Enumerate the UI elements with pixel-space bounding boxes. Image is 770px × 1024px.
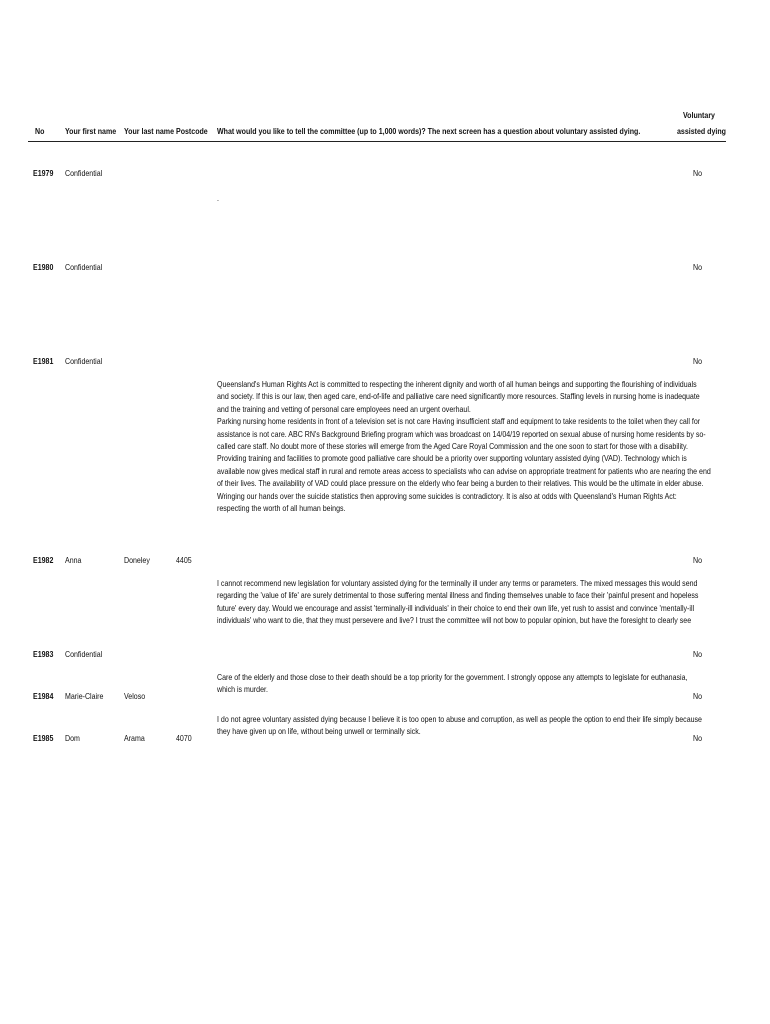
header-divider bbox=[28, 141, 726, 142]
comment-line: assistance is not care. ABC RN's Background Briefing program which was broadcast on 14/04/19 reported on sexual abuse of nursing home residents by so- bbox=[217, 428, 706, 439]
vad-answer-cell: No bbox=[693, 262, 703, 272]
comment-line: Parking nursing home residents in front of a television set is not care Having insufficient staff and equipment to take residents to the toilet when they call for bbox=[217, 416, 701, 427]
comment-line: called care staff. No doubt more of these stories will emerge from the Aged Care Royal Commission and the one soon to start for those with a disability. bbox=[217, 441, 688, 452]
first-name-cell: Anna bbox=[65, 555, 82, 565]
header-no: No bbox=[35, 126, 45, 136]
comment-line: respecting the worth of all human beings. bbox=[217, 503, 346, 514]
comment-line: regarding the 'value of life' are surely detrimental to those suffering mental illness and finding themselves unable to face their 'painful present and hopeless bbox=[217, 590, 699, 601]
comment-line: Care of the elderly and those close to their death should be a top priority for the government. I strongly oppose any attempts to legislate for euthanasia, bbox=[217, 672, 688, 682]
header-last-name: Your last name bbox=[124, 126, 175, 136]
comment-line: I cannot recommend new legislation for voluntary assisted dying for the terminally ill under any terms or parameters. The mixed messages this would send bbox=[217, 578, 698, 588]
comment-line: and the training and vetting of personal care employees need an urgent overhaul. bbox=[217, 403, 471, 414]
comment-line: and society. If this is our law, then aged care, end-of-life and palliative care need significantly more resources. Staffing levels in nursing home is inadequate bbox=[217, 391, 700, 402]
first-name-cell: Confidential bbox=[65, 262, 103, 272]
row-number: E1981 bbox=[33, 356, 54, 366]
first-name-cell: Dom bbox=[65, 733, 80, 743]
comment-line: Wringing our hands over the suicide statistics then approving some suicides is contradictory. It is also at odds with Queensland's Human Rights Act: bbox=[217, 490, 677, 501]
comment-line: of their lives. The availability of VAD could place pressure on the elderly who fear being a burden to their relatives. This would be the ultimate in elder abuse. bbox=[217, 478, 704, 489]
last-name-cell: Veloso bbox=[124, 691, 146, 701]
comment-line: Providing training and facilities to promote good palliative care should be a priority over supporting voluntary assisted dying (VAD). Technology which is bbox=[217, 453, 687, 464]
comment-cell bbox=[217, 378, 711, 514]
comment-line: they have given up on life, without being unwell or terminally sick. bbox=[217, 726, 421, 737]
comment-cell bbox=[217, 577, 699, 627]
vad-answer-cell: No bbox=[693, 555, 703, 565]
comment-cell: . bbox=[217, 193, 219, 203]
comment-line: available now gives medical staff in rural and remote areas access to specialists who can advise on appropriate treatment for patients who are nearing the end bbox=[217, 465, 711, 476]
row-number: E1982 bbox=[33, 555, 54, 565]
postcode-cell: 4405 bbox=[176, 555, 192, 565]
first-name-cell: Confidential bbox=[65, 649, 103, 659]
comment-cell bbox=[217, 713, 702, 738]
header-vad-line1: Voluntary bbox=[683, 110, 715, 120]
vad-answer-cell: No bbox=[693, 733, 703, 743]
comment-line: Queensland's Human Rights Act is committed to respecting the inherent dignity and worth of all human beings and supporting the flourishing of individuals bbox=[217, 379, 697, 389]
header-first-name: Your first name bbox=[65, 126, 117, 136]
last-name-cell: Arama bbox=[124, 733, 145, 743]
comment-line: future' every day. Would we encourage and assist 'terminally-ill individuals' in their choice to end their own life, yet rush to assist and convince 'mentally-ill bbox=[217, 602, 695, 613]
row-number: E1984 bbox=[33, 691, 54, 701]
row-number: E1983 bbox=[33, 649, 54, 659]
vad-answer-cell: No bbox=[693, 356, 703, 366]
row-number: E1985 bbox=[33, 733, 54, 743]
comment-line: individuals' who want to die, that they must persevere and live? I trust the committee will not bow to popular opinion, but have the foresight to clearly see bbox=[217, 615, 692, 626]
row-number: E1979 bbox=[33, 168, 54, 178]
vad-answer-cell: No bbox=[693, 691, 703, 701]
comment-line: which is murder. bbox=[217, 684, 268, 695]
vad-answer-cell: No bbox=[693, 649, 703, 659]
header-vad-line2: assisted dying bbox=[677, 126, 726, 136]
comment-line: I do not agree voluntary assisted dying because I believe it is too open to abuse and corruption, as well as people the option to end their life simply because bbox=[217, 714, 702, 724]
vad-answer-cell: No bbox=[693, 168, 703, 178]
header-postcode: Postcode bbox=[176, 126, 208, 136]
last-name-cell: Doneley bbox=[124, 555, 150, 565]
first-name-cell: Marie-Claire bbox=[65, 691, 104, 701]
first-name-cell: Confidential bbox=[65, 356, 103, 366]
first-name-cell: Confidential bbox=[65, 168, 103, 178]
postcode-cell: 4070 bbox=[176, 733, 192, 743]
header-question: What would you like to tell the committee (up to 1,000 words)? The next screen has a question about voluntary assisted dying. bbox=[217, 126, 641, 136]
comment-cell bbox=[217, 671, 688, 696]
row-number: E1980 bbox=[33, 262, 54, 272]
